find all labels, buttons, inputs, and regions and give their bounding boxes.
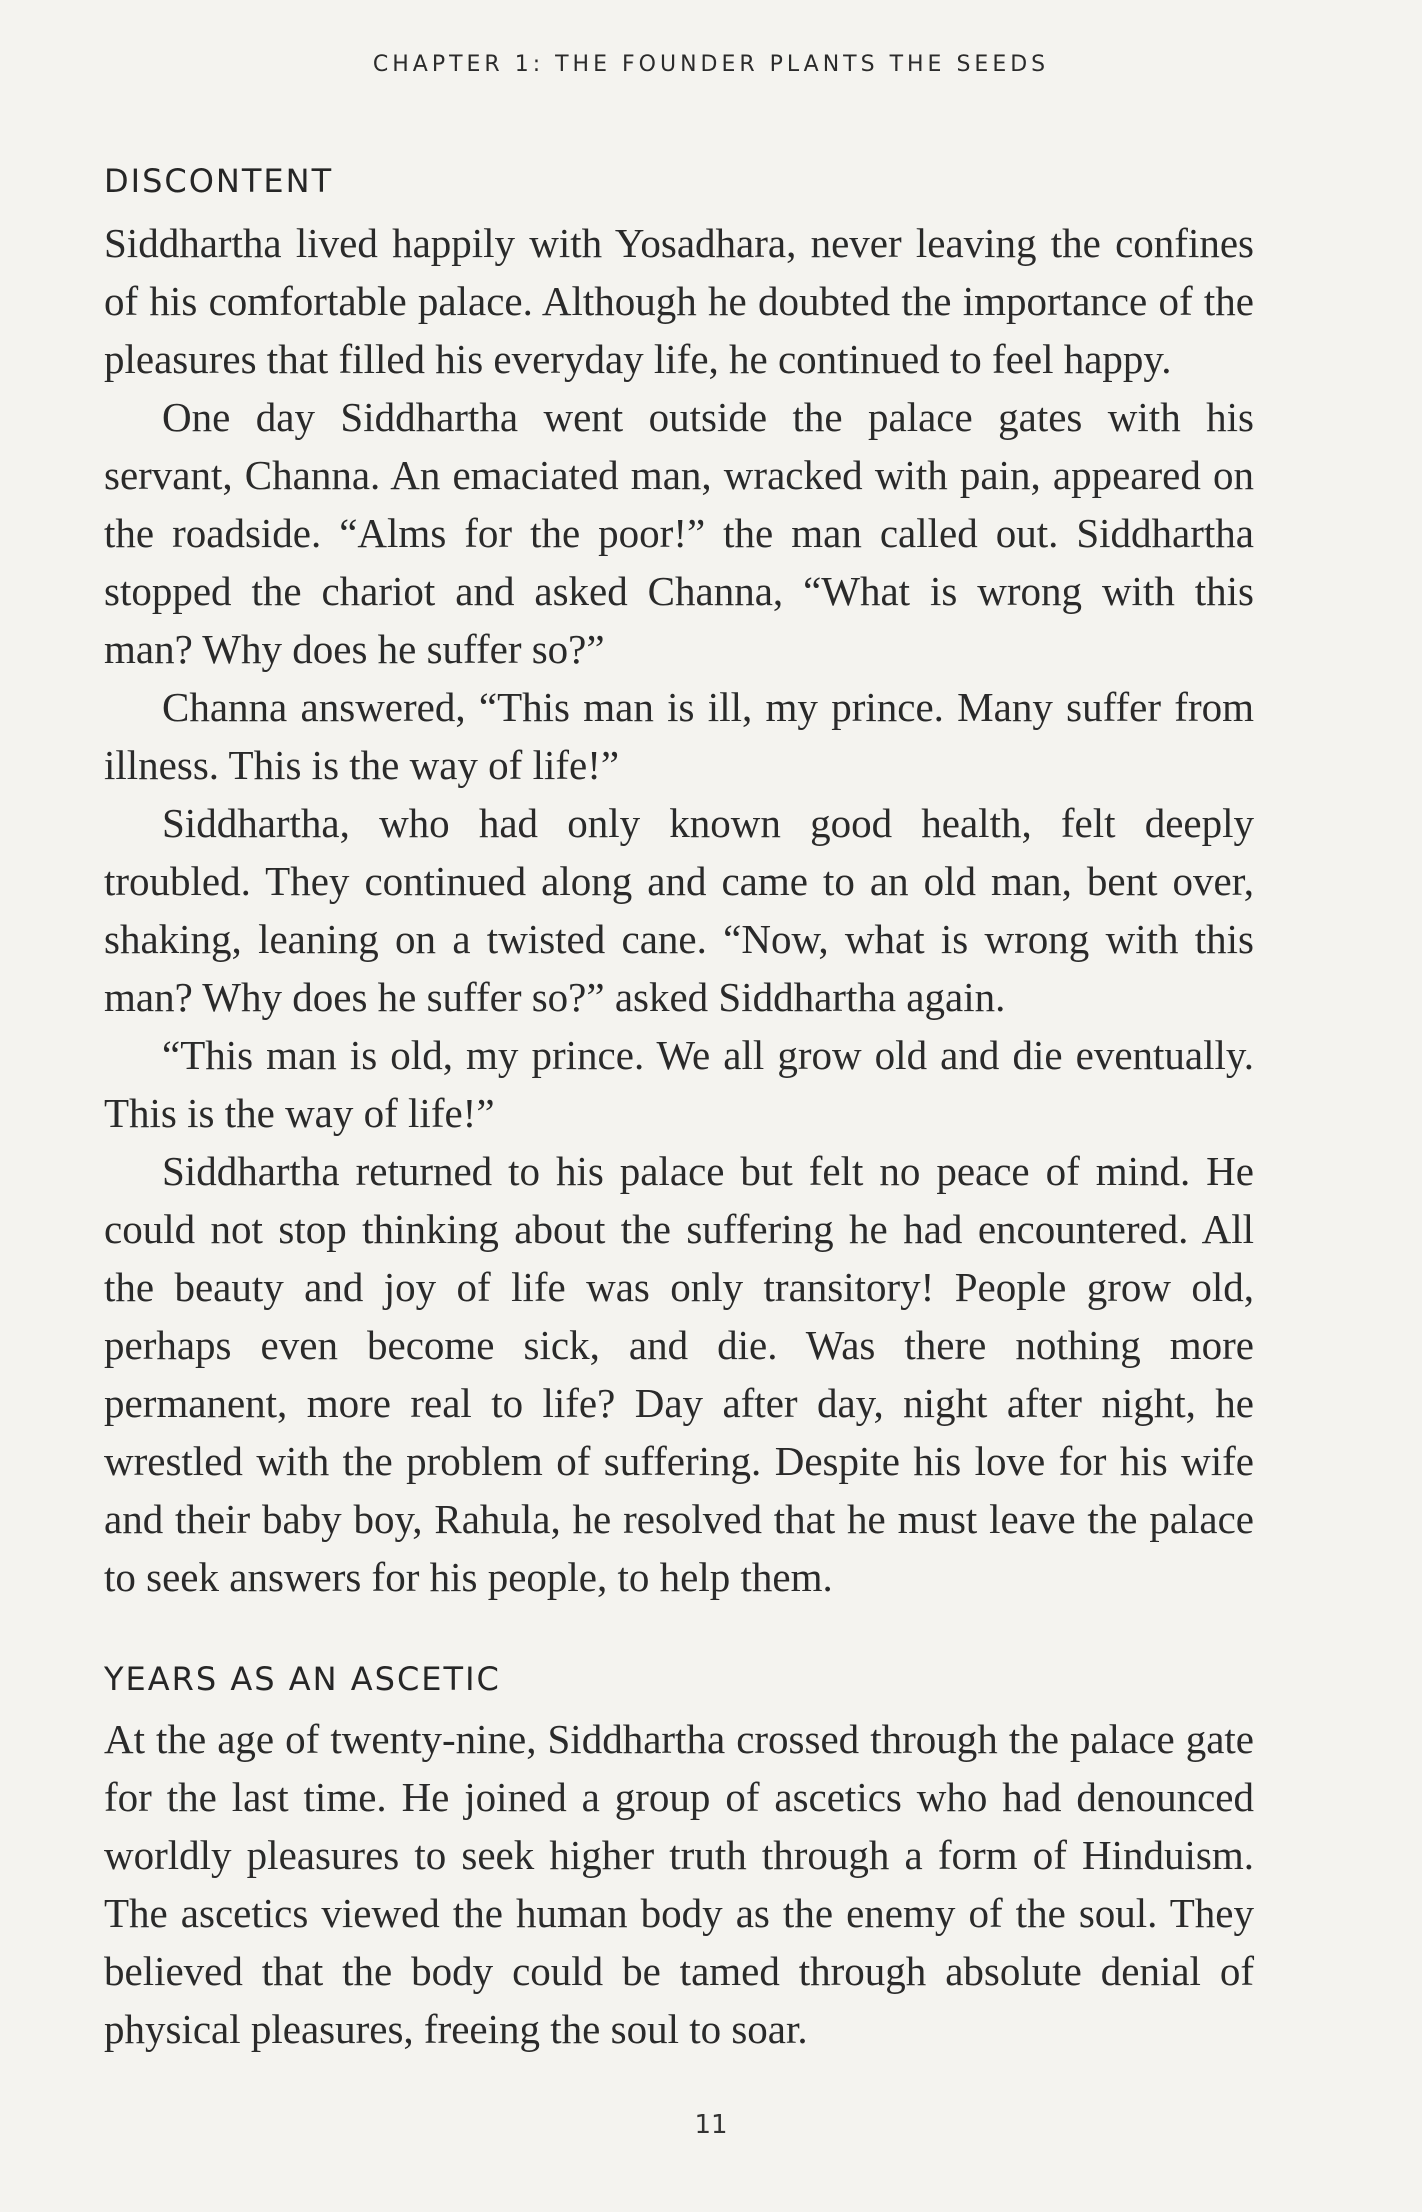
- paragraph: Siddhartha lived happily with Yosadhara, never leaving the confines of his comfortable palace. Although he doubted the importance of the pleasures that filled his everyday life, he continued to feel happy.: [104, 220, 1254, 382]
- section-heading-discontent: DISCONTENT: [104, 162, 334, 200]
- paragraph: Siddhartha returned to his palace but felt no peace of mind. He could not stop thinking about the suffering he had encountered. All the beauty and joy of life was only transitory! People grow old, perhaps even become sick, and die. Was there nothing more permanent, more real to life? Day after day, night after night, he wrestled with the problem of suffering. Despite his love for his wife and their baby boy, Rahula, he resolved that he must leave the palace to seek answers for his people, to help them.: [104, 1148, 1254, 1600]
- page-number: 11: [694, 2110, 728, 2140]
- paragraph: At the age of twenty-nine, Siddhartha crossed through the palace gate for the last time. He joined a group of ascetics who had denounced worldly pleasures to seek higher truth through a form of Hinduism. The ascetics viewed the human body as the enemy of the soul. They believed that the body could be tamed through absolute denial of physical pleasures, freeing the soul to soar.: [104, 1716, 1254, 2052]
- section-body-discontent: [104, 214, 1254, 1606]
- paragraph: Channa answered, “This man is ill, my prince. Many suffer from illness. This is the way of life!”: [104, 684, 1254, 788]
- section-heading-years-as-an-ascetic: YEARS AS AN ASCETIC: [104, 1660, 501, 1698]
- section-body-years-as-an-ascetic: [104, 1710, 1254, 2058]
- running-head: CHAPTER 1: THE FOUNDER PLANTS THE SEEDS: [372, 52, 1050, 77]
- paragraph: Siddhartha, who had only known good health, felt deeply troubled. They continued along and came to an old man, bent over, shaking, leaning on a twisted cane. “Now, what is wrong with this man? Why does he suffer so?” asked Siddhartha again.: [104, 800, 1254, 1020]
- paragraph: One day Siddhartha went outside the palace gates with his servant, Channa. An emaciated man, wracked with pain, appeared on the roadside. “Alms for the poor!” the man called out. Siddhartha stopped the chariot and asked Channa, “What is wrong with this man? Why does he suffer so?”: [104, 394, 1254, 672]
- paragraph: “This man is old, my prince. We all grow old and die eventually. This is the way of life!”: [104, 1032, 1254, 1136]
